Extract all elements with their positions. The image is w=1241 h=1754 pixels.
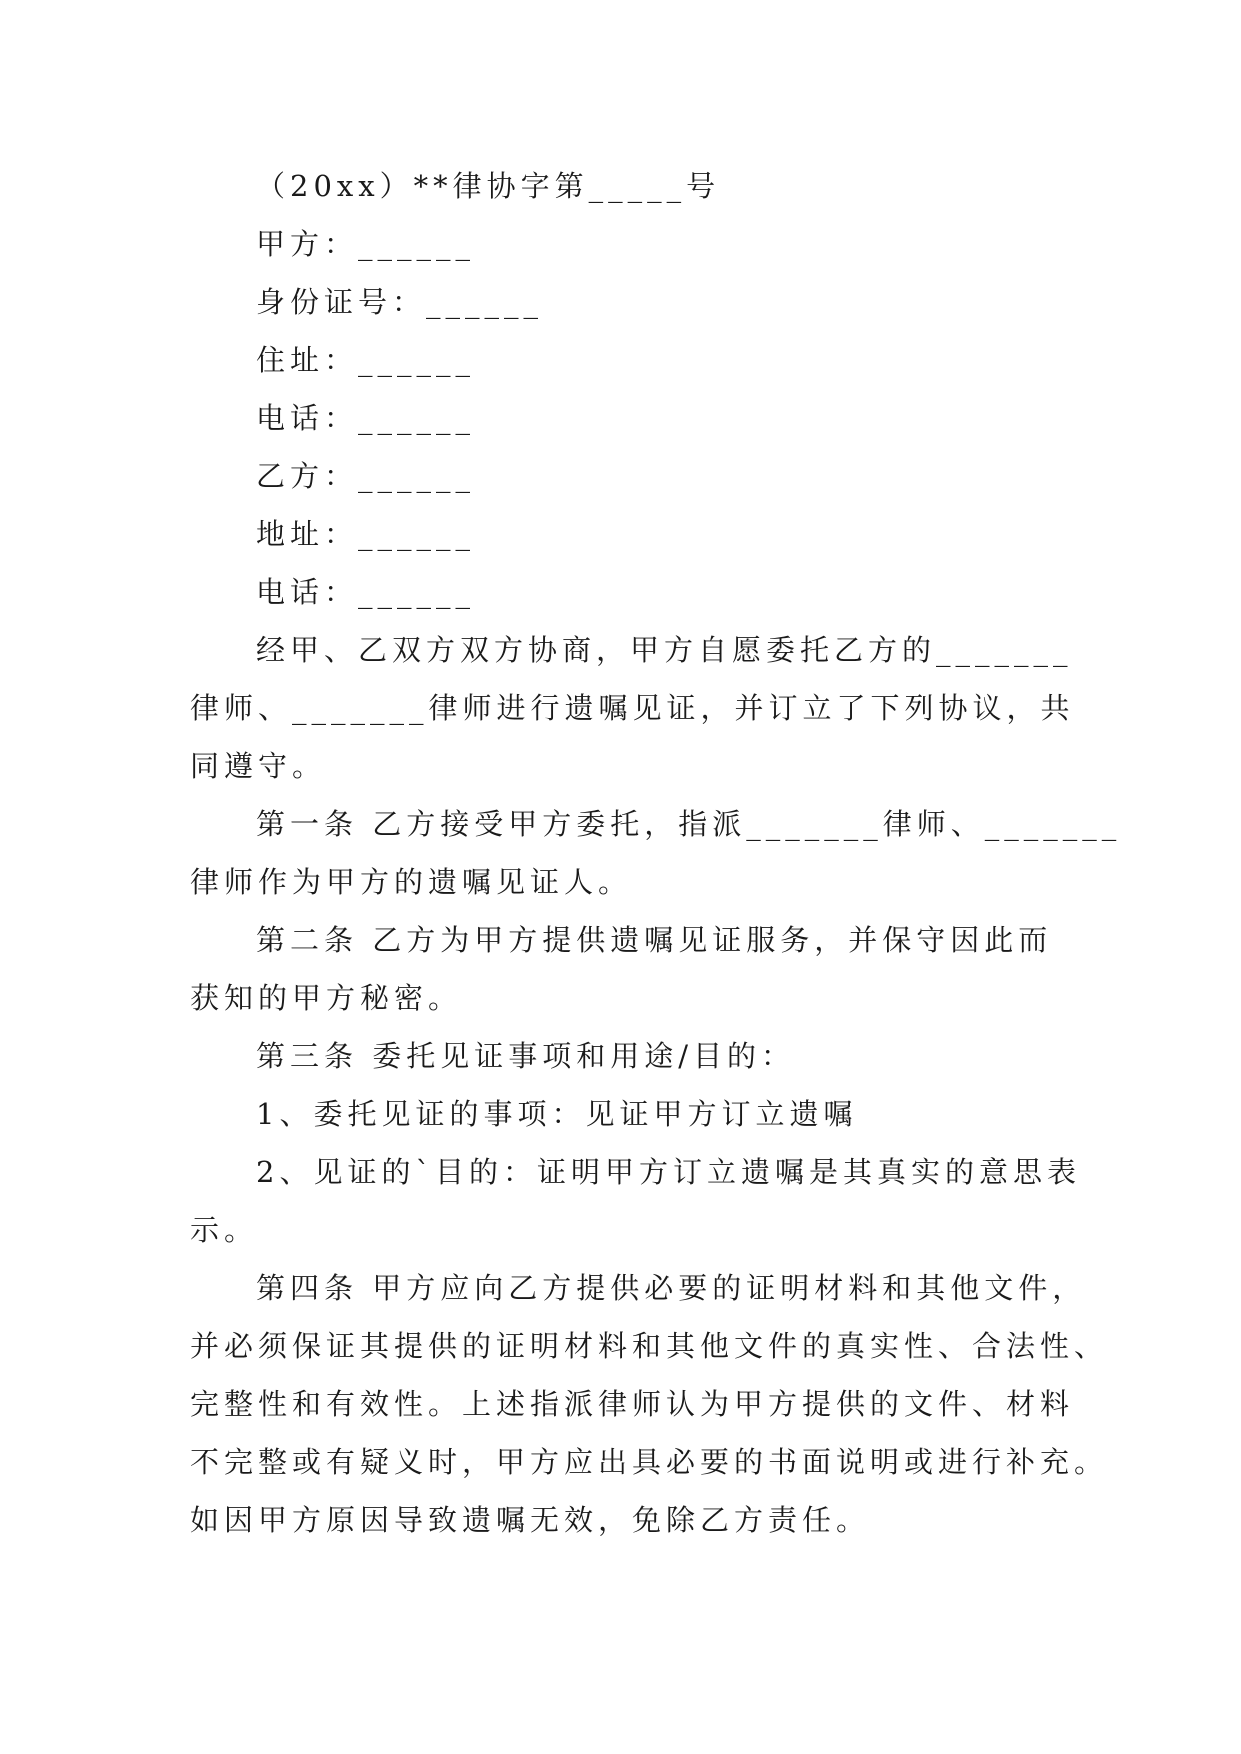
article-3-item-2-line: 示。: [190, 1213, 259, 1247]
article-4-line: 并必须保证其提供的证明材料和其他文件的真实性、合法性、: [190, 1329, 1109, 1363]
article-1-line: 律师作为甲方的遗嘱见证人。: [190, 865, 633, 899]
article-3-item-2-line: 2、见证的`目的：证明甲方订立遗嘱是其真实的意思表: [256, 1155, 1081, 1189]
article-3-item-1: 1、委托见证的事项：见证甲方订立遗嘱: [256, 1097, 858, 1131]
id-number-field: 身份证号：______: [256, 285, 544, 319]
party-a-address-field: 住址：______: [256, 343, 476, 377]
party-a-phone-field: 电话：______: [256, 401, 476, 435]
party-b-address-field: 地址：______: [256, 517, 476, 551]
article-1-line: 第一条 乙方接受甲方委托，指派_______律师、_______: [256, 807, 1122, 841]
party-b-phone-field: 电话：______: [256, 575, 476, 609]
article-4-line: 不完整或有疑义时，甲方应出具必要的书面说明或进行补充。: [190, 1445, 1109, 1479]
intro-paragraph-line: 同遵守。: [190, 749, 327, 783]
party-a-field: 甲方：______: [256, 227, 476, 261]
article-2-line: 获知的甲方秘密。: [190, 981, 463, 1015]
document-body: [190, 157, 1122, 1549]
article-3-heading: 第三条 委托见证事项和用途/目的：: [256, 1039, 795, 1073]
intro-paragraph-line: 经甲、乙双方双方协商，甲方自愿委托乙方的_______: [256, 633, 1073, 667]
article-2-line: 第二条 乙方为甲方提供遗嘱见证服务，并保守因此而: [256, 923, 1053, 957]
party-b-field: 乙方：______: [256, 459, 476, 493]
article-4-line: 第四条 甲方应向乙方提供必要的证明材料和其他文件，: [256, 1271, 1087, 1305]
reference-number: （20xx）**律协字第_____号: [256, 169, 721, 203]
intro-paragraph-line: 律师、_______律师进行遗嘱见证，并订立了下列协议，共: [190, 691, 1075, 725]
article-4-line: 完整性和有效性。上述指派律师认为甲方提供的文件、材料: [190, 1387, 1075, 1421]
article-4-line: 如因甲方原因导致遗嘱无效，免除乙方责任。: [190, 1503, 871, 1537]
